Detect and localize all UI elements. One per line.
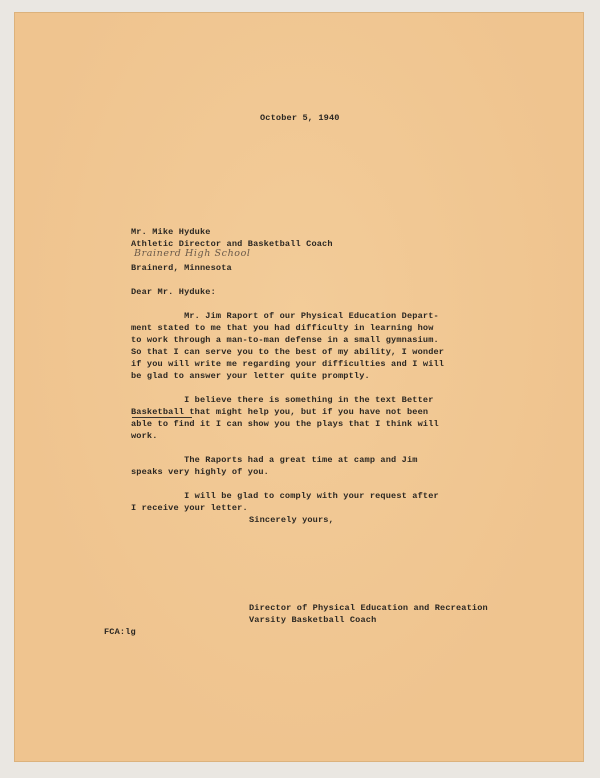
recipient-name: Mr. Mike Hyduke	[131, 227, 211, 237]
body-line: able to find it I can show you the plays that I think will	[131, 419, 439, 429]
body-line: speaks very highly of you.	[131, 467, 269, 477]
letter-salutation: Dear Mr. Hyduke:	[131, 287, 216, 297]
body-line: work.	[131, 431, 158, 441]
body-line: Mr. Jim Raport of our Physical Education Depart-	[131, 311, 439, 321]
body-line: if you will write me regarding your difficulties and I will	[131, 359, 445, 369]
body-line: Basketball that might help you, but if you have not been	[131, 407, 429, 417]
body-line: I receive your letter.	[131, 503, 248, 513]
body-line: I believe there is something in the text Better	[131, 395, 434, 405]
body-line: be glad to answer your letter quite promptly.	[131, 371, 370, 381]
body-line: So that I can serve you to the best of my ability, I wonder	[131, 347, 445, 357]
recipient-city: Brainerd, Minnesota	[131, 263, 232, 273]
body-line: I will be glad to comply with your request after	[131, 491, 439, 501]
signature-title-line: Director of Physical Education and Recreation	[249, 603, 488, 613]
letter-closing: Sincerely yours,	[249, 515, 334, 525]
body-line: to work through a man-to-man defense in a small gymnasium.	[131, 335, 439, 345]
reference-initials: FCA:lg	[104, 627, 136, 637]
letter-date: October 5, 1940	[260, 113, 340, 123]
recipient-title: Athletic Director and Basketball Coach	[131, 239, 333, 249]
signature-title-line: Varsity Basketball Coach	[249, 615, 377, 625]
letter-paper	[14, 12, 584, 762]
body-line: ment stated to me that you had difficulty in learning how	[131, 323, 434, 333]
body-line: The Raports had a great time at camp and Jim	[131, 455, 418, 465]
handwritten-school-name: Brainerd High School	[134, 248, 251, 259]
